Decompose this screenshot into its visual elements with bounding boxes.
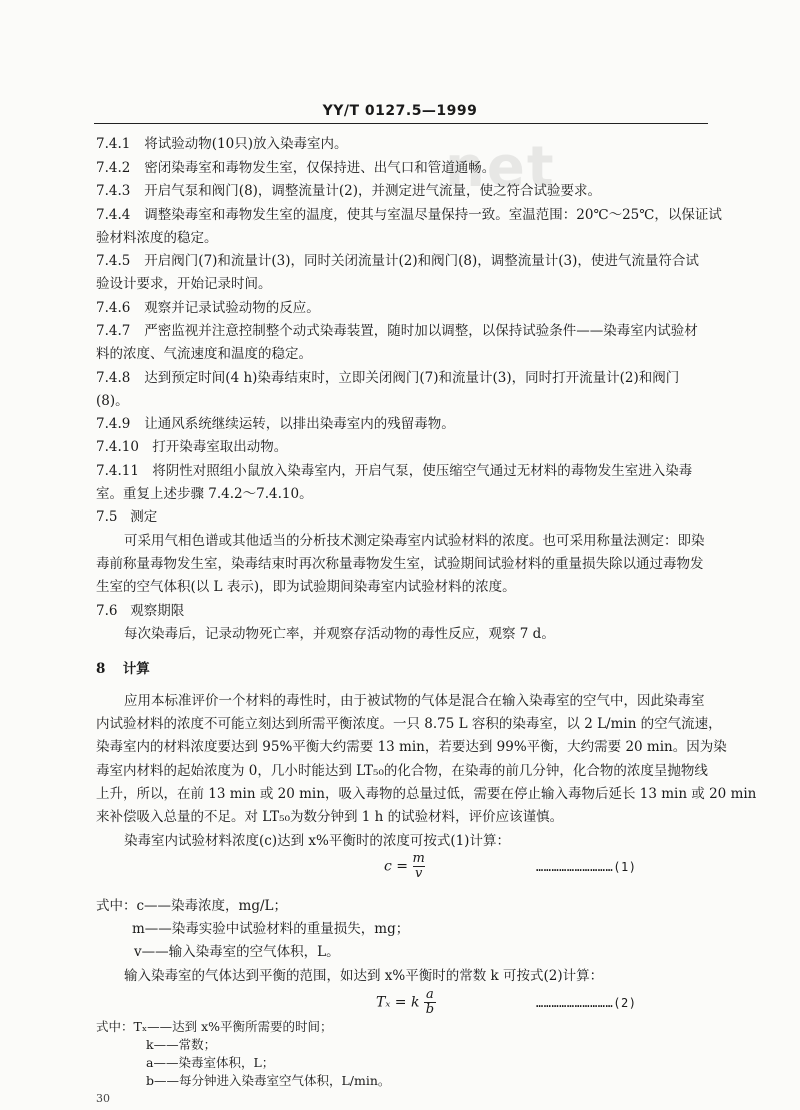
clause-7-4-7: 7.4.7 严密监视并注意控制整个动式染毒装置，随时加以调整，以保持试验条件——染毒室内试验材 [96, 323, 698, 339]
clause-7-5-line-2: 毒前称量毒物发生室，染毒结束时再次称量毒物发生室，试验期间试验材料的重量损失除以通过毒物发 [96, 556, 704, 572]
section-8-line-6: 来补偿吸入总量的不足。对 LT₅₀为数分钟到 1 h 的试验材料，评价应该谨慎。 [96, 809, 564, 825]
clause-7-4-9: 7.4.9 让通风系统继续运转，以排出染毒室内的残留毒物。 [96, 416, 455, 432]
section-8-line-2: 内试验材料的浓度不可能立刻达到所需平衡浓度。一只 8.75 L 容积的染毒室，以 2 L/min 的空气流速， [96, 716, 722, 732]
clause-7-4-7-cont: 料的浓度、气流速度和温度的稳定。 [96, 346, 312, 362]
where2-line-4: b——每分钟进入染毒室空气体积，L/min。 [146, 1073, 391, 1088]
clause-7-4-1: 7.4.1 将试验动物(10只)放入染毒室内。 [96, 136, 348, 152]
clause-7-5-line-3: 生室的空气体积(以 L 表示)，即为试验期间染毒室内试验材料的浓度。 [96, 579, 516, 595]
clause-7-4-5-cont: 验设计要求，开始记录时间。 [96, 276, 272, 292]
formula-1: c = $\frac{m}{v}$ [384, 851, 425, 881]
clause-7-4-6: 7.4.6 观察并记录试验动物的反应。 [96, 300, 320, 316]
formula-2-number: …………………………(2) [536, 996, 637, 1010]
where1-line-1: 式中：c——染毒浓度，mg/L； [96, 898, 288, 914]
clause-7-6-heading: 7.6 观察期限 [96, 603, 185, 619]
where2-line-1: 式中：Tₓ——达到 x%平衡所需要的时间； [96, 1019, 333, 1034]
clause-7-4-8: 7.4.8 达到预定时间(4 h)染毒结束时，立即关闭阀门(7)和流量计(3)，同时打开流量计(2)和阀门 [96, 370, 680, 386]
clause-7-4-5: 7.4.5 开启阀门(7)和流量计(3)，同时关闭流量计(2)和阀门(8)，调整流量计(3)，使进气流量符合试 [96, 253, 699, 269]
formula-2: Tₓ = k $\frac{a}{b}$ [376, 987, 435, 1017]
clause-7-4-4: 7.4.4 调整染毒室和毒物发生室的温度，使其与室温尽量保持一致。室温范围：20℃～25℃，以保证试 [96, 207, 722, 223]
section-8-heading: 8 计算 [96, 661, 150, 677]
formula-1-intro: 染毒室内试验材料浓度(c)达到 x%平衡时的浓度可按式(1)计算： [124, 833, 510, 849]
standard-code-header: YY/T 0127.5—1999 [322, 103, 478, 119]
section-8-line-5: 上升，所以，在前 13 min 或 20 min，吸入毒物的总量过低，需要在停止输入毒物后延长 13 min 或 20 min [96, 786, 757, 802]
clause-7-5-heading: 7.5 测定 [96, 509, 158, 525]
clause-7-4-10: 7.4.10 打开染毒室取出动物。 [96, 439, 288, 455]
section-8-line-4: 毒室内材料的起始浓度为 0，几小时能达到 LT₅₀的化合物，在染毒的前几分钟，化合物的浓度呈抛物线 [96, 763, 708, 779]
clause-7-5-line-1: 可采用气相色谱或其他适当的分析技术测定染毒室内试验材料的浓度。也可采用称量法测定：即染 [124, 533, 705, 549]
clause-7-4-11-cont: 室。重复上述步骤 7.4.2～7.4.10。 [96, 486, 313, 502]
where2-line-2: k——常数； [146, 1037, 217, 1052]
where1-line-3: v——输入染毒室的空气体积，L。 [134, 944, 340, 960]
clause-7-4-4-cont: 验材料浓度的稳定。 [96, 230, 218, 246]
clause-7-4-2: 7.4.2 密闭染毒室和毒物发生室，仅保持进、出气口和管道通畅。 [96, 160, 496, 176]
where2-line-3: a——染毒室体积，L； [146, 1055, 275, 1070]
formula-1-number: …………………………(1) [536, 860, 637, 874]
formula-1-fraction: $\frac{m}{v}$ [412, 851, 425, 881]
formula-2-fraction: $\frac{a}{b}$ [425, 987, 435, 1017]
section-8-line-3: 染毒室内的材料浓度要达到 95%平衡大约需要 13 min，若要达到 99%平衡，大约需要 20 min。因为染 [96, 739, 727, 755]
watermark: net [445, 135, 556, 200]
section-8-line-1: 应用本标准评价一个材料的毒性时，由于被试物的气体是混合在输入染毒室的空气中，因此染毒室 [124, 693, 705, 709]
page-number: 30 [96, 1092, 110, 1105]
where1-line-2: m——染毒实验中试验材料的重量损失，mg； [132, 921, 410, 937]
header-rule [94, 123, 708, 124]
clause-7-4-11: 7.4.11 将阴性对照组小鼠放入染毒室内，开启气泵，使压缩空气通过无材料的毒物发生室进入染毒 [96, 463, 693, 479]
clause-7-4-8-cont: (8)。 [96, 393, 129, 409]
clause-7-6-line-1: 每次染毒后，记录动物死亡率，并观察存活动物的毒性反应，观察 7 d。 [124, 626, 555, 642]
clause-7-4-3: 7.4.3 开启气泵和阀门(8)，调整流量计(2)，并测定进气流量，使之符合试验要求。 [96, 183, 602, 199]
formula-2-intro: 输入染毒室的气体达到平衡的范围，如达到 x%平衡时的常数 k 可按式(2)计算： [124, 968, 604, 984]
